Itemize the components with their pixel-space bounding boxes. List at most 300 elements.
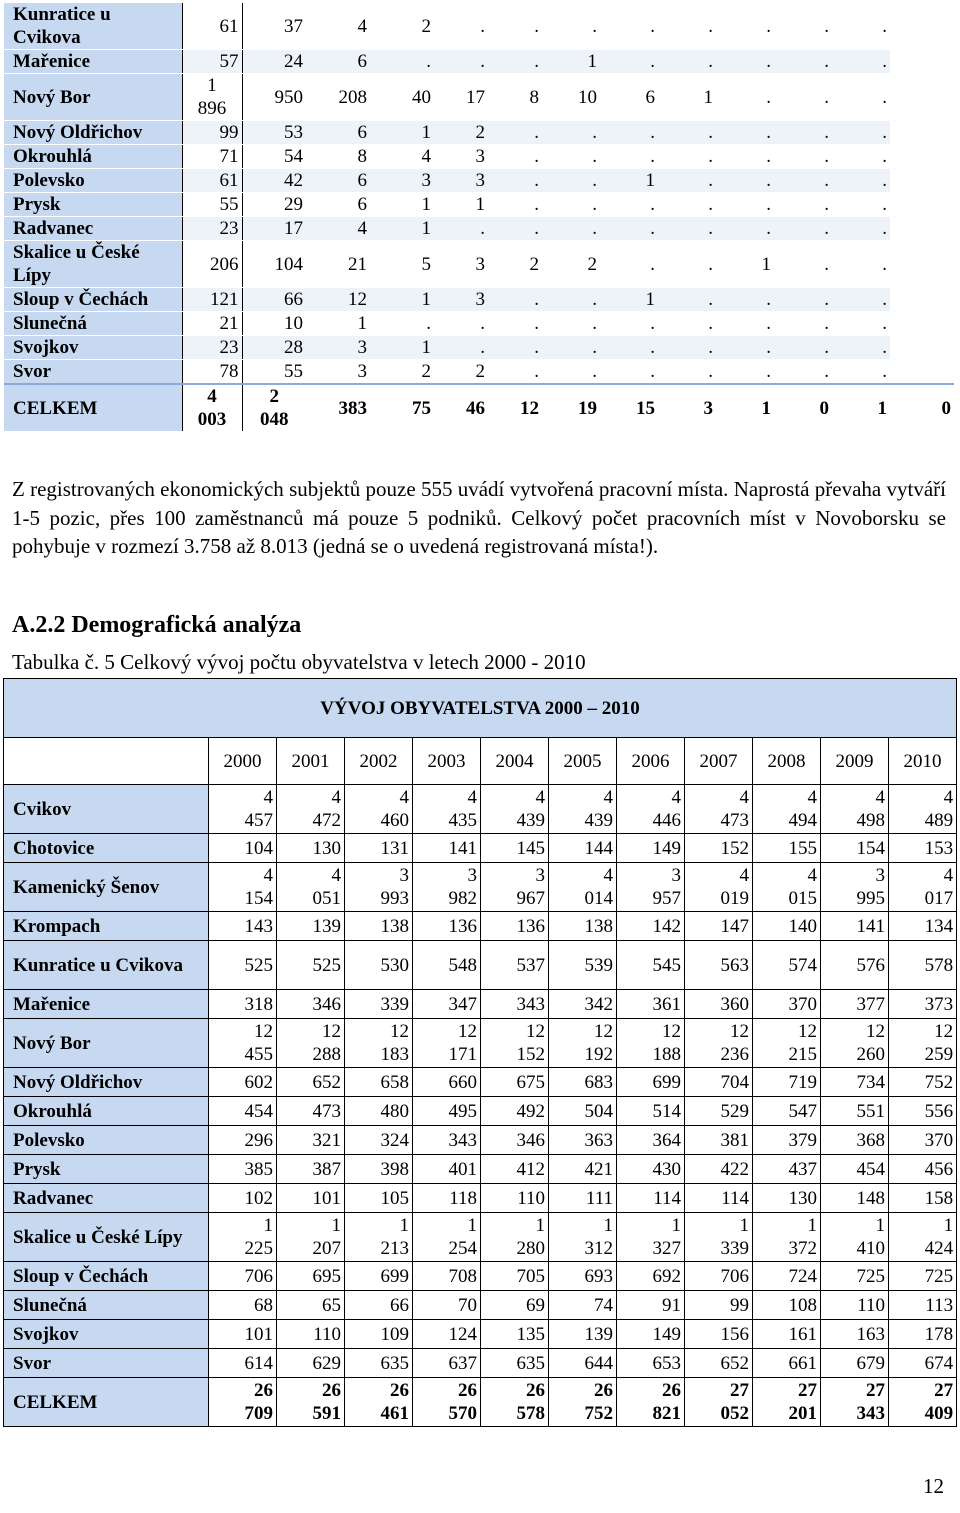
table-cell: 178 <box>889 1320 957 1349</box>
table-cell: 4 003 <box>182 384 242 431</box>
table-cell: 26 821 <box>617 1378 685 1427</box>
row-name: Svojkov <box>4 336 182 360</box>
table-cell: 363 <box>549 1126 617 1155</box>
table-cell: 143 <box>209 912 277 941</box>
year-header: 2006 <box>617 738 685 785</box>
table-cell: 4 457 <box>209 785 277 834</box>
table-cell: 343 <box>481 990 549 1019</box>
table-row <box>4 1213 957 1262</box>
table-cell: . <box>774 74 832 121</box>
year-header: 2008 <box>753 738 821 785</box>
table-cell: . <box>658 288 716 312</box>
table-row <box>4 241 954 288</box>
table-cell: 563 <box>685 941 753 990</box>
table-cell: 15 <box>600 384 658 431</box>
table-cell: 324 <box>345 1126 413 1155</box>
table-cell: 4 <box>370 145 434 169</box>
table-cell: 1 207 <box>277 1213 345 1262</box>
table-cell: 699 <box>345 1262 413 1291</box>
table-cell: 27 201 <box>753 1378 821 1427</box>
table-cell: 1 896 <box>182 74 242 121</box>
table-cell: 53 <box>242 121 306 145</box>
table-cell: 346 <box>481 1126 549 1155</box>
table-cell: 104 <box>242 241 306 288</box>
table-cell: 148 <box>821 1184 889 1213</box>
table-cell: 504 <box>549 1097 617 1126</box>
table-cell: 26 709 <box>209 1378 277 1427</box>
table-cell: 12 455 <box>209 1019 277 1068</box>
table-cell: 1 <box>370 288 434 312</box>
table-cell: 104 <box>209 834 277 863</box>
table-row <box>4 1349 957 1378</box>
table-cell: 296 <box>209 1126 277 1155</box>
table-cell: 26 570 <box>413 1378 481 1427</box>
table-cell: 2 <box>434 121 488 145</box>
table-cell: 398 <box>345 1155 413 1184</box>
table-cell: 734 <box>821 1068 889 1097</box>
table-cell: . <box>658 360 716 385</box>
table-cell: . <box>716 169 774 193</box>
year-header: 2007 <box>685 738 753 785</box>
row-name: Svojkov <box>4 1320 209 1349</box>
table-cell: 1 327 <box>617 1213 685 1262</box>
table-cell: . <box>716 288 774 312</box>
table-cell: 548 <box>413 941 481 990</box>
table-cell: . <box>542 312 600 336</box>
table-cell: . <box>832 360 890 385</box>
table-cell: 54 <box>242 145 306 169</box>
table-cell: 152 <box>685 834 753 863</box>
table-cell: . <box>716 360 774 385</box>
table-cell: 26 578 <box>481 1378 549 1427</box>
table-cell: 421 <box>549 1155 617 1184</box>
year-header-row <box>4 738 957 785</box>
table-cell: 551 <box>821 1097 889 1126</box>
year-header: 2009 <box>821 738 889 785</box>
section-heading: A.2.2 Demografická analýza <box>12 612 302 638</box>
page-number: 12 <box>923 1474 944 1498</box>
table-cell: 70 <box>413 1291 481 1320</box>
row-name: Prysk <box>4 193 182 217</box>
table-cell: 360 <box>685 990 753 1019</box>
table-cell: 37 <box>242 3 306 50</box>
table-cell: 66 <box>345 1291 413 1320</box>
table-cell: 42 <box>242 169 306 193</box>
table-cell: 4 439 <box>481 785 549 834</box>
table-cell: 6 <box>306 193 370 217</box>
table-cell: 12 259 <box>889 1019 957 1068</box>
table-cell: 108 <box>753 1291 821 1320</box>
table-cell: . <box>774 169 832 193</box>
table-cell: 3 982 <box>413 863 481 912</box>
table-cell: 130 <box>753 1184 821 1213</box>
table-cell: 368 <box>821 1126 889 1155</box>
table-cell: 514 <box>617 1097 685 1126</box>
table-total-row <box>4 1378 957 1427</box>
table-cell: 27 343 <box>821 1378 889 1427</box>
table-cell: . <box>488 193 542 217</box>
table-cell: 652 <box>277 1068 345 1097</box>
table-cell: 141 <box>821 912 889 941</box>
table-cell: 91 <box>617 1291 685 1320</box>
table-cell: . <box>832 121 890 145</box>
table-cell: . <box>658 217 716 241</box>
table-cell: . <box>370 312 434 336</box>
table-cell: . <box>832 193 890 217</box>
table-cell: 4 014 <box>549 863 617 912</box>
table-cell: 379 <box>753 1126 821 1155</box>
year-header: 2001 <box>277 738 345 785</box>
table-cell: . <box>774 50 832 74</box>
table-cell: 652 <box>685 1349 753 1378</box>
table-cell: 12 236 <box>685 1019 753 1068</box>
table-cell: 660 <box>413 1068 481 1097</box>
table-cell: 705 <box>481 1262 549 1291</box>
table-cell: 3 <box>434 145 488 169</box>
year-header: 2000 <box>209 738 277 785</box>
table-cell: 8 <box>488 74 542 121</box>
table-cell: . <box>600 217 658 241</box>
table-cell: . <box>488 50 542 74</box>
table-cell: 134 <box>889 912 957 941</box>
table-cell: 21 <box>182 312 242 336</box>
table-cell: 529 <box>685 1097 753 1126</box>
table-cell: 12 260 <box>821 1019 889 1068</box>
population-table-title: VÝVOJ OBYVATELSTVA 2000 – 2010 <box>4 679 957 738</box>
table-cell: 1 <box>370 336 434 360</box>
table-cell: 454 <box>209 1097 277 1126</box>
table-cell: 381 <box>685 1126 753 1155</box>
table-cell: 12 183 <box>345 1019 413 1068</box>
table-cell: 377 <box>821 990 889 1019</box>
population-table <box>3 678 957 1427</box>
table-cell: . <box>488 145 542 169</box>
table-cell: 24 <box>242 50 306 74</box>
row-name: Okrouhlá <box>4 145 182 169</box>
table-cell: 55 <box>182 193 242 217</box>
table-cell: 145 <box>481 834 549 863</box>
table-cell: 3 <box>434 169 488 193</box>
table-cell: 156 <box>685 1320 753 1349</box>
table-cell: 23 <box>182 336 242 360</box>
year-header: 2004 <box>481 738 549 785</box>
table-total-row <box>4 384 954 431</box>
table-cell: 692 <box>617 1262 685 1291</box>
table-cell: 28 <box>242 336 306 360</box>
table-row <box>4 169 954 193</box>
table-cell: 4 435 <box>413 785 481 834</box>
table-cell: 578 <box>889 941 957 990</box>
table-cell: . <box>716 3 774 50</box>
table-cell: 99 <box>685 1291 753 1320</box>
table-cell: 547 <box>753 1097 821 1126</box>
total-label: CELKEM <box>4 384 182 431</box>
table-cell: 61 <box>182 3 242 50</box>
table-cell: 118 <box>413 1184 481 1213</box>
table-cell: 695 <box>277 1262 345 1291</box>
table-cell: 637 <box>413 1349 481 1378</box>
table-cell: 12 288 <box>277 1019 345 1068</box>
table-cell: . <box>774 193 832 217</box>
table-cell: . <box>600 360 658 385</box>
table-cell: 114 <box>685 1184 753 1213</box>
table-cell: 635 <box>345 1349 413 1378</box>
table-cell: . <box>658 121 716 145</box>
row-name: Radvanec <box>4 1184 209 1213</box>
table-cell: . <box>600 336 658 360</box>
table-cell: . <box>832 241 890 288</box>
table-cell: 321 <box>277 1126 345 1155</box>
table-cell: 4 015 <box>753 863 821 912</box>
table-cell: 2 <box>542 241 600 288</box>
table-cell: . <box>832 3 890 50</box>
table-cell: 2 048 <box>242 384 306 431</box>
table-cell: 57 <box>182 50 242 74</box>
table-cell: 4 051 <box>277 863 345 912</box>
table-cell: 135 <box>481 1320 549 1349</box>
table-cell: 752 <box>889 1068 957 1097</box>
table-row <box>4 834 957 863</box>
table-cell: 1 <box>600 288 658 312</box>
table-cell: 1 312 <box>549 1213 617 1262</box>
table-cell: 114 <box>617 1184 685 1213</box>
table-cell: 29 <box>242 193 306 217</box>
table-cell: 385 <box>209 1155 277 1184</box>
table-cell: 3 <box>306 360 370 385</box>
table-cell: 4 489 <box>889 785 957 834</box>
row-name: Radvanec <box>4 217 182 241</box>
table-row <box>4 312 954 336</box>
table-cell: . <box>774 288 832 312</box>
table-cell: 4 446 <box>617 785 685 834</box>
table-cell: 111 <box>549 1184 617 1213</box>
table-cell: 26 461 <box>345 1378 413 1427</box>
table-cell: 71 <box>182 145 242 169</box>
table-cell: 136 <box>481 912 549 941</box>
table-cell: 1 372 <box>753 1213 821 1262</box>
table-cell: 1 <box>370 121 434 145</box>
table-cell: 208 <box>306 74 370 121</box>
table-cell: 139 <box>277 912 345 941</box>
table-cell: 158 <box>889 1184 957 1213</box>
table-cell: 525 <box>277 941 345 990</box>
table-cell: . <box>488 312 542 336</box>
table-cell: 74 <box>549 1291 617 1320</box>
table-cell: 556 <box>889 1097 957 1126</box>
table-cell: 1 <box>716 241 774 288</box>
table-cell: . <box>774 121 832 145</box>
row-name: Svor <box>4 1349 209 1378</box>
table-cell: 339 <box>345 990 413 1019</box>
table-cell: 4 494 <box>753 785 821 834</box>
table-cell: 0 <box>890 384 954 431</box>
table-cell: 1 <box>716 384 774 431</box>
table-cell: 4 439 <box>549 785 617 834</box>
table-cell: 576 <box>821 941 889 990</box>
table-cell: 4 019 <box>685 863 753 912</box>
table-cell: 155 <box>753 834 821 863</box>
table-cell: 40 <box>370 74 434 121</box>
table-cell: 704 <box>685 1068 753 1097</box>
row-name: Kunratice u Cvikova <box>4 941 209 990</box>
table-cell: 1 213 <box>345 1213 413 1262</box>
table-cell: . <box>774 336 832 360</box>
table-cell: 3 957 <box>617 863 685 912</box>
total-label: CELKEM <box>4 1378 209 1427</box>
table-cell: . <box>774 360 832 385</box>
table-cell: . <box>832 217 890 241</box>
table-cell: 401 <box>413 1155 481 1184</box>
table-cell: 364 <box>617 1126 685 1155</box>
table-cell: . <box>600 121 658 145</box>
row-name: Kunratice u Cvikova <box>4 3 182 50</box>
row-name: Prysk <box>4 1155 209 1184</box>
table-cell: 3 <box>434 288 488 312</box>
table-cell: 0 <box>774 384 832 431</box>
table-cell: 683 <box>549 1068 617 1097</box>
table-cell: 3 <box>370 169 434 193</box>
table-cell: 454 <box>821 1155 889 1184</box>
table-cell: 23 <box>182 217 242 241</box>
row-name: Skalice u České Lípy <box>4 1213 209 1262</box>
table-cell: 347 <box>413 990 481 1019</box>
table-cell: 12 <box>306 288 370 312</box>
table-cell: 66 <box>242 288 306 312</box>
table-cell: 27 409 <box>889 1378 957 1427</box>
table-cell: 46 <box>434 384 488 431</box>
table-cell: 19 <box>542 384 600 431</box>
table-cell: 644 <box>549 1349 617 1378</box>
row-name: Mařenice <box>4 990 209 1019</box>
table-cell: 138 <box>549 912 617 941</box>
year-header: 2002 <box>345 738 413 785</box>
table-cell: 6 <box>306 121 370 145</box>
table-cell: . <box>542 121 600 145</box>
table-cell: 1 <box>542 50 600 74</box>
table-cell: 3 967 <box>481 863 549 912</box>
table-cell: . <box>716 74 774 121</box>
table-cell: 4 <box>306 217 370 241</box>
table-cell: 68 <box>209 1291 277 1320</box>
row-name: Nový Oldřichov <box>4 1068 209 1097</box>
table-cell: . <box>434 312 488 336</box>
table-cell: 4 498 <box>821 785 889 834</box>
table-row <box>4 1155 957 1184</box>
table-cell: 124 <box>413 1320 481 1349</box>
table-cell: 525 <box>209 941 277 990</box>
table-cell: 4 154 <box>209 863 277 912</box>
table-cell: . <box>774 312 832 336</box>
table-cell: 12 215 <box>753 1019 821 1068</box>
table-cell: . <box>488 169 542 193</box>
table-cell: . <box>488 288 542 312</box>
table-cell: . <box>774 241 832 288</box>
table-cell: 109 <box>345 1320 413 1349</box>
table-cell: 110 <box>277 1320 345 1349</box>
table-cell: 1 <box>600 169 658 193</box>
table-cell: 1 <box>370 217 434 241</box>
row-name: Kamenický Šenov <box>4 863 209 912</box>
table-cell: 21 <box>306 241 370 288</box>
table-cell: 141 <box>413 834 481 863</box>
table-cell: 693 <box>549 1262 617 1291</box>
table-cell: 3 <box>658 384 716 431</box>
row-name: Nový Oldřichov <box>4 121 182 145</box>
row-name: Svor <box>4 360 182 385</box>
row-name: Sloup v Čechách <box>4 1262 209 1291</box>
table-cell: 373 <box>889 990 957 1019</box>
table-cell: . <box>716 336 774 360</box>
table-cell: 2 <box>434 360 488 385</box>
table-cell: 4 473 <box>685 785 753 834</box>
table-cell: 4 <box>306 3 370 50</box>
table-cell: . <box>716 217 774 241</box>
table-cell: 12 152 <box>481 1019 549 1068</box>
table-row <box>4 288 954 312</box>
table-cell: 539 <box>549 941 617 990</box>
table-cell: . <box>832 288 890 312</box>
table-cell: . <box>542 288 600 312</box>
table-row <box>4 1320 957 1349</box>
table-cell: 142 <box>617 912 685 941</box>
table-cell: 69 <box>481 1291 549 1320</box>
table-cell: 635 <box>481 1349 549 1378</box>
table-row <box>4 912 957 941</box>
table-cell: 65 <box>277 1291 345 1320</box>
table-cell: 342 <box>549 990 617 1019</box>
table-cell: . <box>600 241 658 288</box>
table-cell: 78 <box>182 360 242 385</box>
table-cell: 105 <box>345 1184 413 1213</box>
table-cell: 2 <box>370 3 434 50</box>
table-row <box>4 336 954 360</box>
row-name: Cvikov <box>4 785 209 834</box>
table-cell: 1 225 <box>209 1213 277 1262</box>
table-cell: 136 <box>413 912 481 941</box>
table-row <box>4 1068 957 1097</box>
table-row <box>4 50 954 74</box>
table-cell: 370 <box>889 1126 957 1155</box>
table-row <box>4 785 957 834</box>
table-cell: 1 <box>658 74 716 121</box>
table-cell: . <box>832 74 890 121</box>
table-cell: 3 <box>306 336 370 360</box>
table-cell: 26 591 <box>277 1378 345 1427</box>
table-cell: . <box>832 169 890 193</box>
table-cell: 154 <box>821 834 889 863</box>
table-cell: 629 <box>277 1349 345 1378</box>
table-cell: 492 <box>481 1097 549 1126</box>
table-cell: . <box>658 312 716 336</box>
table-cell: 675 <box>481 1068 549 1097</box>
table-cell: 6 <box>600 74 658 121</box>
table-row <box>4 3 954 50</box>
table-row <box>4 1019 957 1068</box>
table-cell: 343 <box>413 1126 481 1155</box>
table-cell: 17 <box>434 74 488 121</box>
row-name: Sloup v Čechách <box>4 288 182 312</box>
table-cell: . <box>716 193 774 217</box>
table-cell: 6 <box>306 50 370 74</box>
table-cell: . <box>774 217 832 241</box>
table-cell: . <box>658 336 716 360</box>
table-cell: 113 <box>889 1291 957 1320</box>
table-cell: . <box>716 121 774 145</box>
table-cell: 110 <box>821 1291 889 1320</box>
table-cell: 6 <box>306 169 370 193</box>
table-cell: 163 <box>821 1320 889 1349</box>
table-cell: 719 <box>753 1068 821 1097</box>
